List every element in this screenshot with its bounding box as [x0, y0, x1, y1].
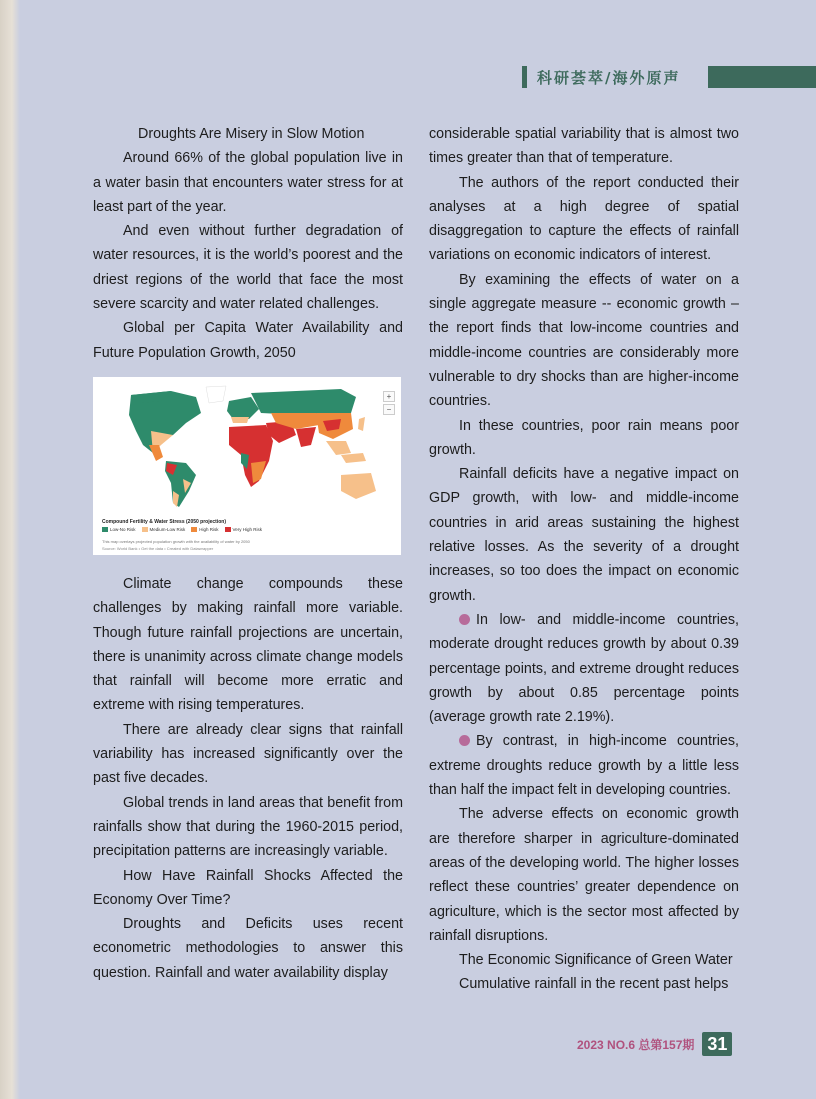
right-column [429, 122, 739, 997]
section-title: 科研荟萃/海外原声 [537, 68, 681, 87]
map-zoom-controls [383, 391, 395, 415]
bullet-dot-icon [459, 614, 470, 625]
zoom-out-button[interactable]: − [383, 404, 395, 415]
bullet-dot-icon [459, 735, 470, 746]
legend-item: High Risk [191, 527, 218, 532]
legend-item: Low-No Risk [102, 527, 136, 532]
map-note: This map overlays projected population growth with the availability of water by 2050 [102, 538, 250, 544]
world-map-figure [93, 377, 401, 555]
article-heading: Droughts Are Misery in Slow Motion [138, 126, 365, 142]
paragraph: There are already clear signs that rainfall variability has increased significantly over the past five decades. [93, 721, 403, 787]
subheading: How Have Rainfall Shocks Affected the Economy Over Time? [93, 867, 403, 908]
paragraph: Around 66% of the global population live in a water basin that encounters water stress for at least part of the year. [93, 150, 403, 215]
left-column [93, 122, 403, 985]
page-footer [577, 1032, 732, 1056]
map-source: Source: World Bank • Get the data • Created with Datawrapper [102, 545, 214, 551]
paragraph: And even without further degradation of water resources, it is the world’s poorest and the driest regions of the world that face the most severe scarcity and water related challenges. [93, 223, 403, 313]
paragraph: Climate change compounds these challenges by making rainfall more variable. Though future rainfall projections are uncertain, there is unanimity across climate change models that rainfall will become more erratic and extreme with rising temperatures. [93, 575, 403, 714]
world-map-image [101, 383, 381, 513]
zoom-in-button[interactable]: + [383, 391, 395, 402]
map-legend [102, 527, 262, 532]
header-marker [522, 66, 527, 88]
legend-item: Medium-Low Risk [142, 527, 186, 532]
paragraph: In these countries, poor rain means poor growth. [429, 417, 739, 458]
page-number: 31 [702, 1032, 732, 1056]
bullet-point: By contrast, in high-income countries, extreme droughts reduce growth by a little less than half the impact felt in developing countries. [429, 733, 739, 799]
subheading: The Economic Significance of Green Water [459, 952, 733, 969]
page-edge-strip [0, 0, 20, 1099]
map-caption: Global per Capita Water Availability and Future Population Growth, 2050 [93, 320, 403, 361]
issue-label: 2023 NO.6 总第157期 [577, 1037, 695, 1052]
paragraph: Rainfall deficits have a negative impact on GDP growth, with low- and middle-income countries in arid areas sustaining the highest relative losses. As the severity of a drought increases, so too does the impact on economic growth. [429, 466, 739, 604]
bullet-point: In low- and middle-income countries, moderate drought reduces growth by about 0.39 percentage points, and extreme drought reduces growth by about 0.85 percentage points (average growth rate 2.19%). [429, 611, 739, 726]
paragraph: Cumulative rainfall in the recent past helps [459, 976, 729, 993]
paragraph: The adverse effects on economic growth are therefore sharper in agriculture-dominated areas of the developing world. The higher losses reflect these countries’ greater dependence on agriculture, which is the sector most affected by rainfall disruptions. [429, 806, 739, 944]
map-legend-title: Compound Fertility & Water Stress (2050 projection) [102, 518, 227, 525]
legend-item: Very High Risk [225, 527, 263, 532]
paragraph: The authors of the report conducted their analyses at a high degree of spatial disaggregation to capture the effects of rainfall variations on economic indicators of interest. [429, 174, 739, 264]
paragraph: Droughts and Deficits uses recent econometric methodologies to answer this question. Rainfall and water availability display [93, 916, 403, 981]
paragraph: By examining the effects of water on a single aggregate measure -- economic growth – the report finds that low-income countries and middle-income countries are considerably more vulnerable to dry shocks than are higher-income countries. [429, 271, 739, 410]
paragraph: Global trends in land areas that benefit from rainfalls show that during the 1960-2015 period, precipitation patterns are increasingly variable. [93, 794, 403, 860]
paragraph: considerable spatial variability that is almost two times greater than that of temperature. [429, 126, 739, 167]
header-color-block [708, 66, 816, 88]
